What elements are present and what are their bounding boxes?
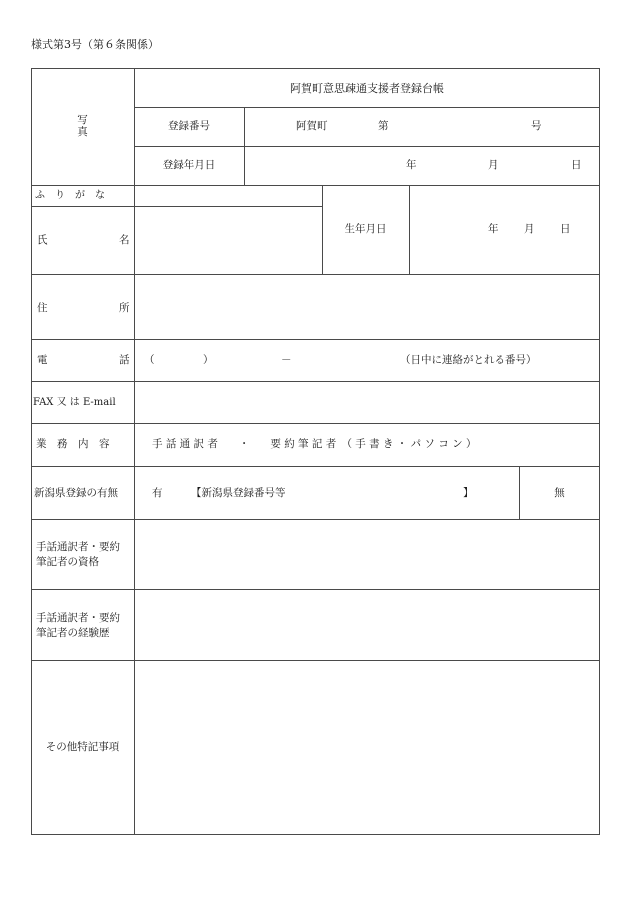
address-field[interactable]	[135, 275, 599, 339]
phone-open-paren: （	[144, 354, 155, 366]
registration-town: 阿賀町	[296, 120, 328, 132]
fax-email-field[interactable]	[135, 382, 599, 423]
business-label: 業 務 内 容	[36, 438, 110, 450]
registration-date-month: 月	[488, 159, 499, 171]
address-label-right: 所	[119, 302, 130, 314]
phone-note: （日中に連絡がとれる番号）	[400, 354, 537, 366]
registration-number-label: 登録番号	[168, 120, 210, 132]
table-border-right	[599, 68, 600, 835]
photo-label-char2: 真	[77, 126, 88, 138]
birth-date-field[interactable]	[410, 186, 599, 274]
name-label-right: 名	[119, 234, 130, 246]
qualification-label-line2: 筆記者の資格	[36, 556, 99, 568]
business-options[interactable]: 手 話 通 訳 者 ・ 要 約 筆 記 者 （ 手 書 き ・ パ ソ コ ン ）	[152, 438, 477, 450]
registration-date-year: 年	[406, 159, 417, 171]
form-title: 阿賀町意思疎通支援者登録台帳	[290, 82, 444, 95]
divider-title	[134, 107, 600, 108]
birth-date-month: 月	[524, 223, 535, 235]
furigana-field[interactable]	[135, 186, 322, 206]
qualification-field[interactable]	[135, 520, 599, 589]
registration-number-field[interactable]	[392, 108, 528, 146]
niigata-bracket-close: 】	[463, 487, 474, 499]
phone-label-left: 電	[37, 354, 48, 366]
phone-label-right: 話	[119, 354, 130, 366]
experience-label-line2: 筆記者の経験歴	[36, 627, 110, 639]
niigata-registration-label: 新潟県登録の有無	[34, 487, 118, 499]
fax-email-label: FAX 又 は E-mail	[33, 397, 116, 408]
birth-date-day: 日	[560, 223, 571, 235]
phone-dash: －	[281, 354, 292, 366]
form-number-label: 様式第3号（第６条関係）	[31, 38, 159, 51]
niigata-no-option[interactable]: 無	[554, 487, 565, 499]
birth-date-label: 生年月日	[344, 223, 387, 235]
registration-date-day: 日	[571, 159, 582, 171]
address-label-left: 住	[37, 302, 48, 314]
niigata-yes-option[interactable]: 有	[152, 487, 163, 499]
name-label-left: 氏	[37, 234, 48, 246]
photo-label-char1: 写	[77, 114, 88, 126]
niigata-registration-number-label: 【新潟県登録番号等	[191, 487, 286, 499]
furigana-label: ふ り が な	[35, 190, 105, 201]
registration-date-label: 登録年月日	[162, 159, 216, 171]
phone-close-paren: ）	[203, 354, 214, 366]
phone-field[interactable]	[135, 340, 395, 381]
registration-prefix: 第	[378, 120, 389, 132]
table-border-bottom	[31, 834, 600, 835]
qualification-label-line1: 手話通訳者・要約	[36, 541, 120, 553]
registration-suffix: 号	[531, 120, 542, 132]
photo-area[interactable]	[31, 68, 134, 185]
experience-label-line1: 手話通訳者・要約	[36, 612, 120, 624]
other-notes-field[interactable]	[135, 661, 599, 834]
other-notes-label: その他特記事項	[45, 741, 120, 753]
niigata-registration-number-field[interactable]	[296, 467, 461, 519]
experience-field[interactable]	[135, 590, 599, 660]
registration-date-field[interactable]	[245, 147, 599, 185]
name-field[interactable]	[135, 207, 322, 274]
divider-fax-bottom	[31, 423, 600, 424]
birth-date-year: 年	[488, 223, 499, 235]
